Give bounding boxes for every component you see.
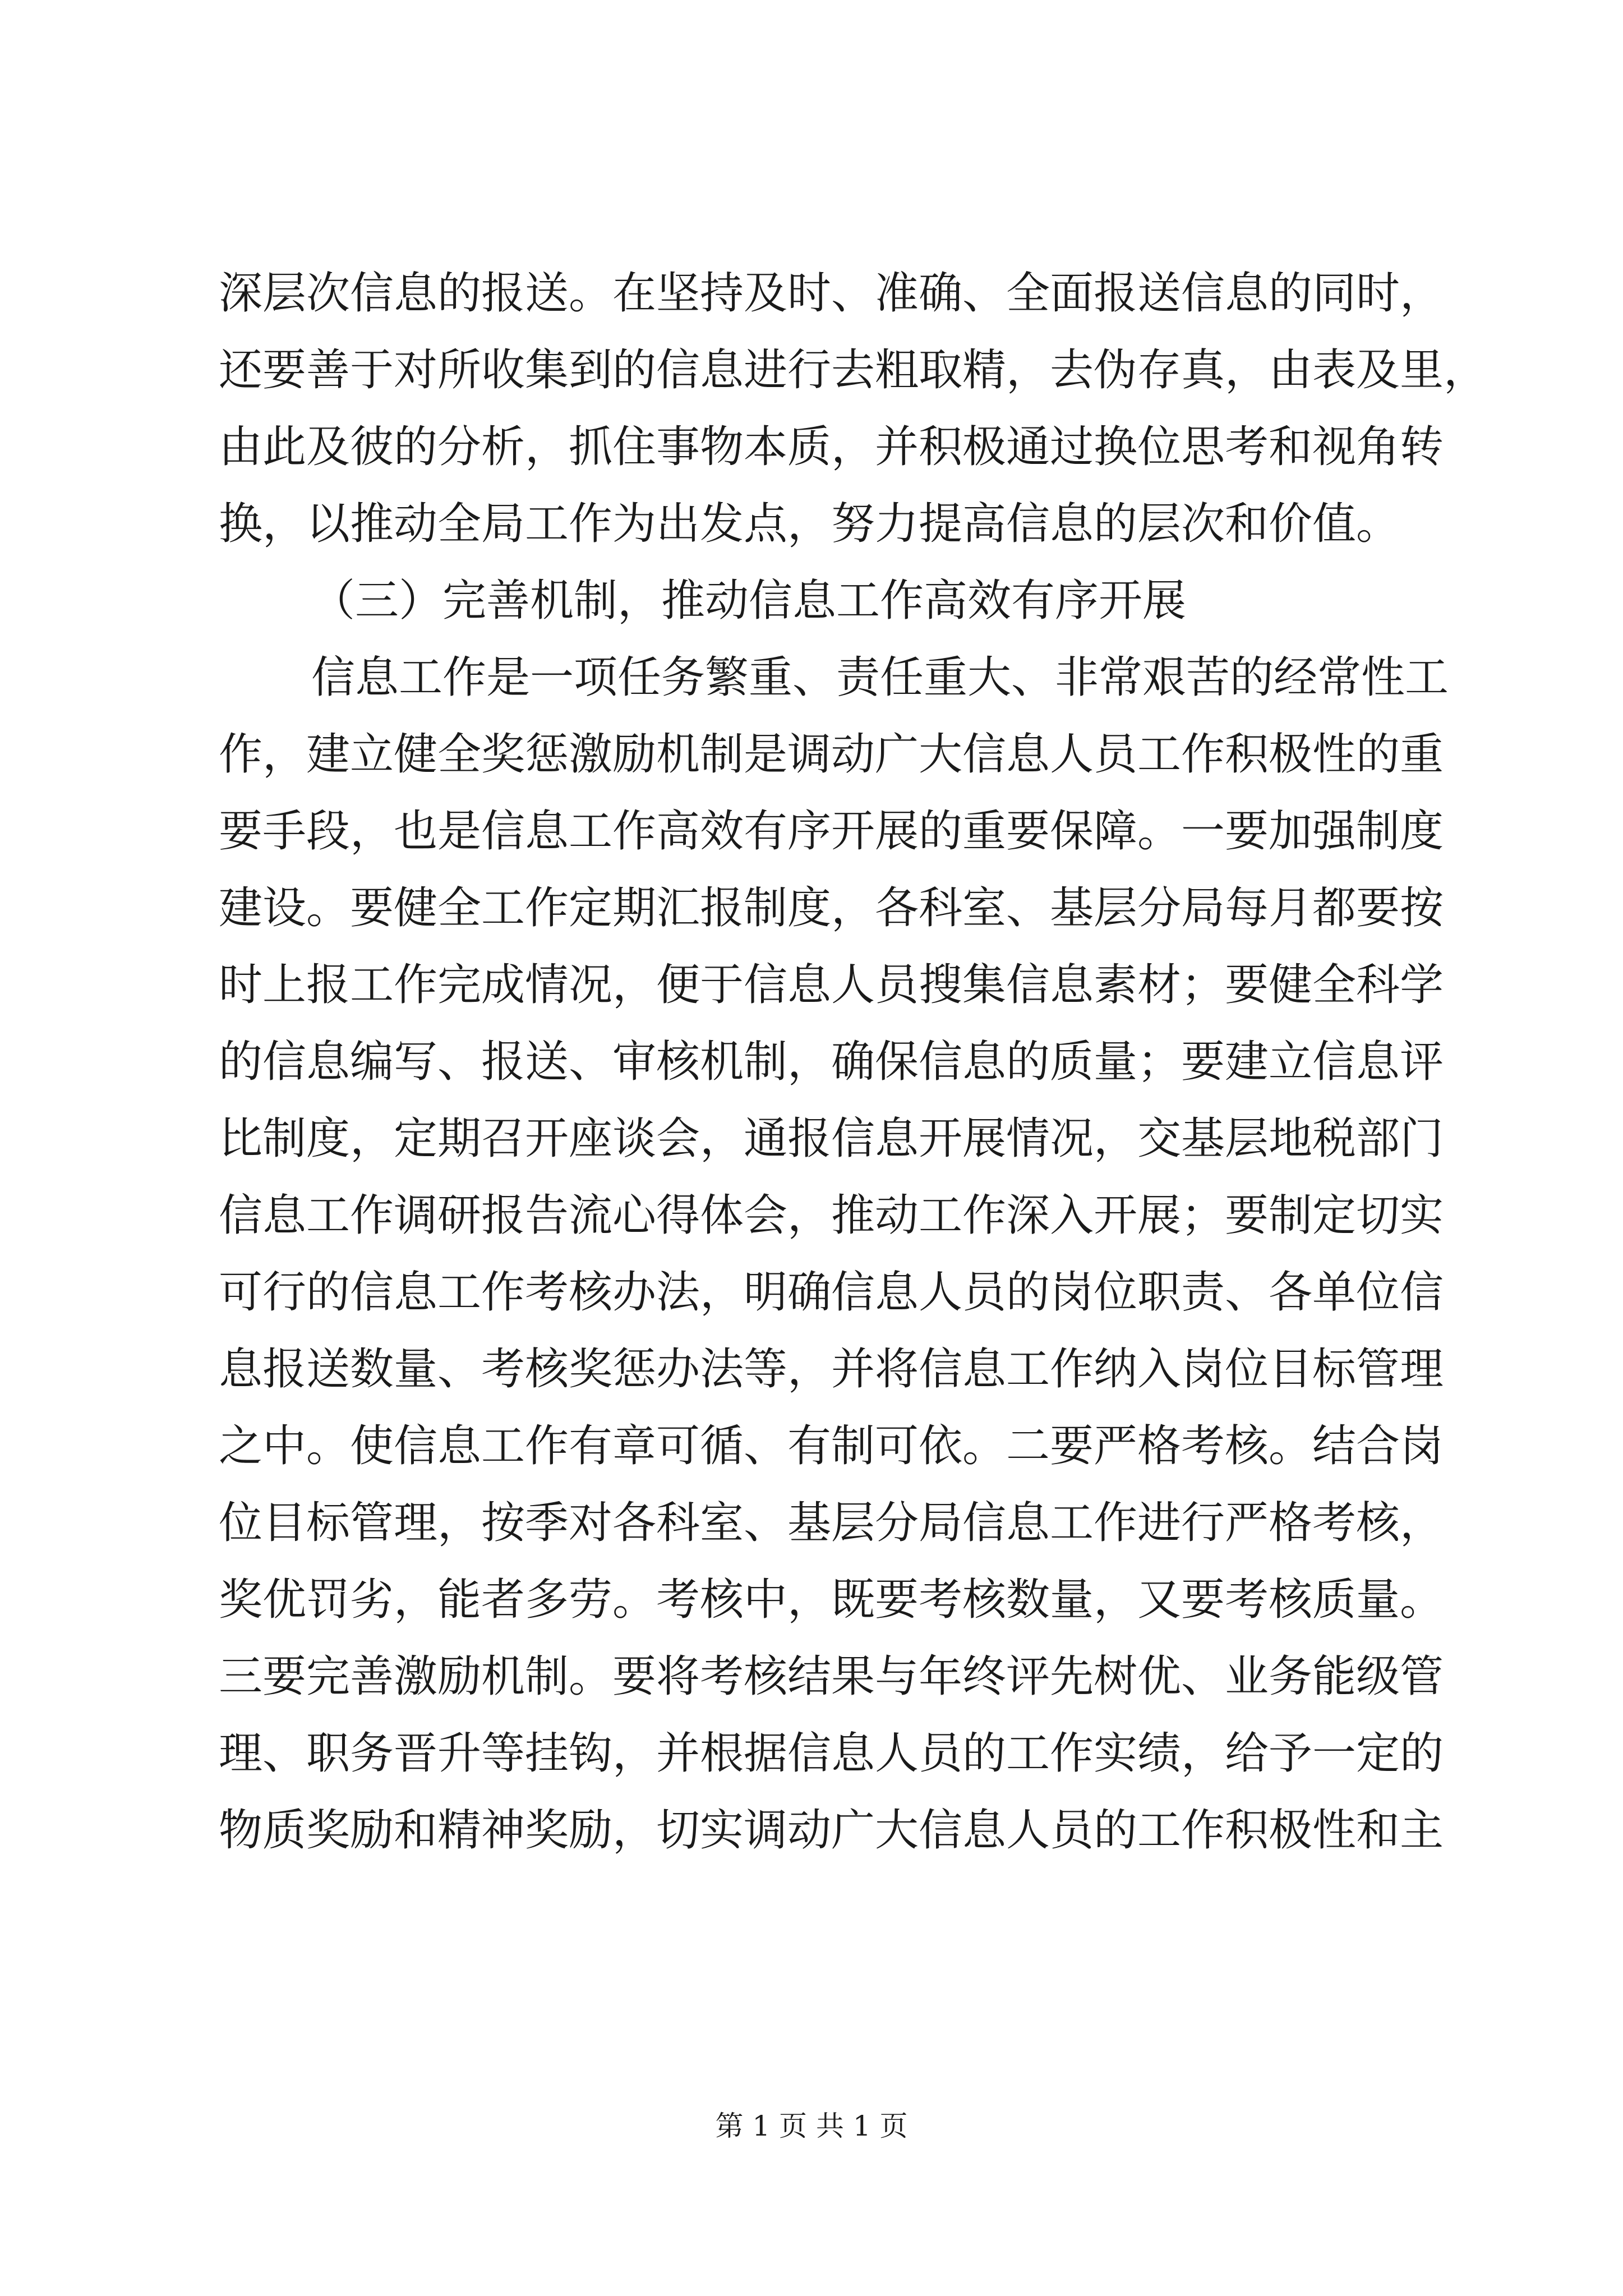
body-line: 位目标管理，按季对各科室、基层分局信息工作进行严格考核， [219,1498,1444,1548]
body-line: 要手段，也是信息工作高效有序开展的重要保障。一要加强制度 [219,806,1444,857]
body-line: 由此及彼的分析，抓住事物本质，并积极通过换位思考和视角转 [219,422,1444,472]
page-footer [0,2106,1623,2146]
body-line: 物质奖励和精神奖励，切实调动广大信息人员的工作积极性和主 [219,1805,1444,1856]
body-line: 还要善于对所收集到的信息进行去粗取精，去伪存真，由表及里， [219,345,1488,395]
body-line: 信息工作是一项任务繁重、责任重大、非常艰苦的经常性工 [311,652,1449,703]
body-line: 深层次信息的报送。在坚持及时、准确、全面报送信息的同时， [219,268,1444,319]
body-line: 建设。要健全工作定期汇报制度，各科室、基层分局每月都要按 [219,883,1444,933]
body-line: 时上报工作完成情况，便于信息人员搜集信息素材；要健全科学 [219,960,1444,1010]
body-line: 理、职务晋升等挂钩，并根据信息人员的工作实绩，给予一定的 [219,1728,1444,1779]
body-line: 作，建立健全奖惩激励机制是调动广大信息人员工作积极性的重 [219,729,1444,780]
body-line: 信息工作调研报告流心得体会，推动工作深入开展；要制定切实 [219,1190,1444,1241]
body-line: 奖优罚劣，能者多劳。考核中，既要考核数量，又要考核质量。 [219,1575,1444,1625]
body-line: 的信息编写、报送、审核机制，确保信息的质量；要建立信息评 [219,1037,1444,1087]
body-line: 息报送数量、考核奖惩办法等，并将信息工作纳入岗位目标管理 [219,1344,1444,1395]
body-line: 比制度，定期召开座谈会，通报信息开展情况，交基层地税部门 [219,1114,1444,1164]
body-line: 可行的信息工作考核办法，明确信息人员的岗位职责、各单位信 [219,1267,1444,1318]
section-heading: （三）完善机制，推动信息工作高效有序开展 [311,576,1187,626]
body-line: 三要完善激励机制。要将考核结果与年终评先树优、业务能级管 [219,1651,1444,1702]
document-body [219,255,1488,1869]
body-line: 换，以推动全局工作为出发点，努力提高信息的层次和价值。 [219,499,1400,549]
body-line: 之中。使信息工作有章可循、有制可依。二要严格考核。结合岗 [219,1421,1444,1471]
page-number-label: 第 1 页 共 1 页 [715,2110,908,2142]
